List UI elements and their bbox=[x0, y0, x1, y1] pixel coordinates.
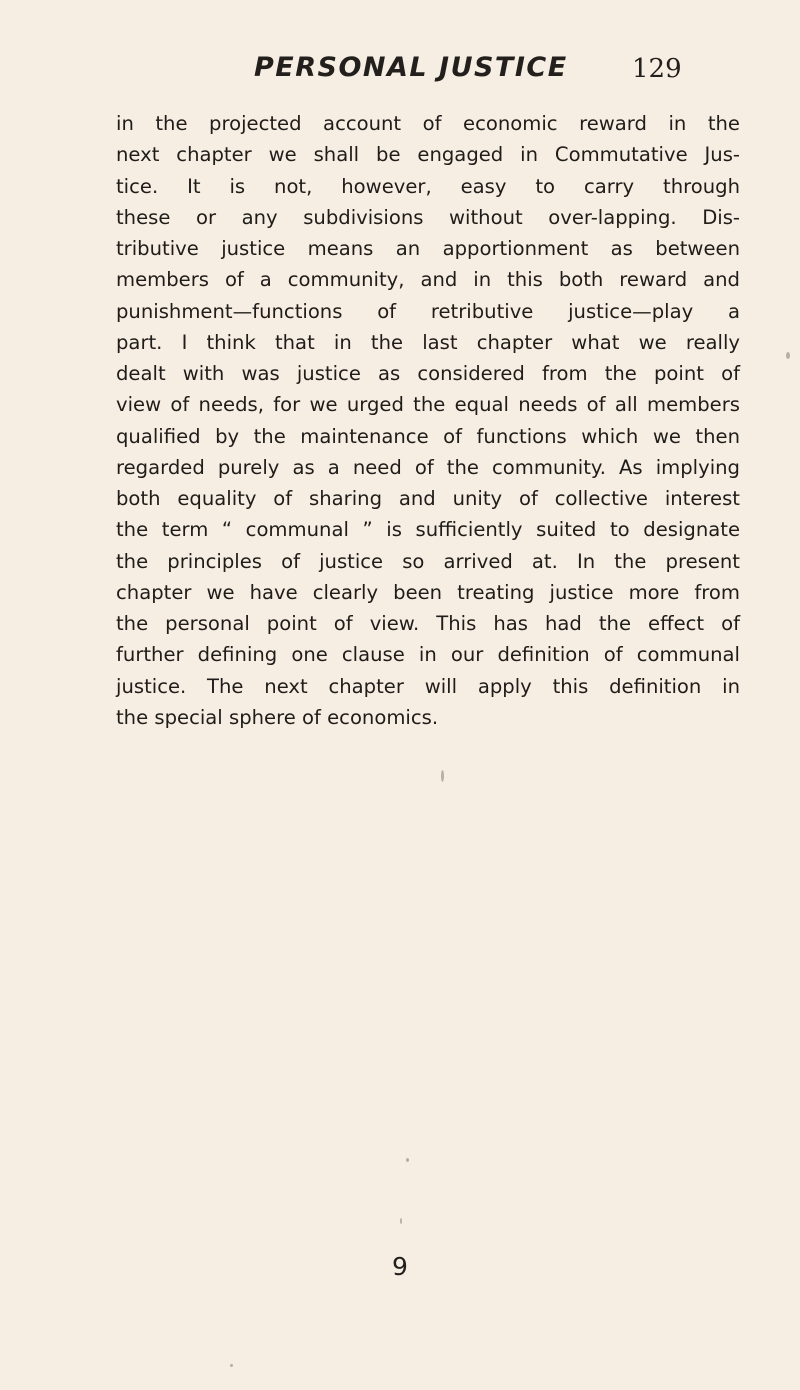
paper-speck bbox=[400, 1218, 402, 1224]
text-line: regarded purely as a need of the community. As implying bbox=[116, 455, 740, 479]
text-line: in the projected account of economic reward in the bbox=[116, 112, 740, 135]
text-line: dealt with was justice as considered from the point of bbox=[116, 362, 740, 385]
text-line: the principles of justice so arrived at. In the present bbox=[116, 549, 740, 573]
text-line: the term “ communal ” is sufficiently suited to designate bbox=[116, 518, 740, 542]
text-line: part. I think that in the last chapter what we really bbox=[116, 330, 740, 354]
text-line: punishment—functions of retributive justice—play a bbox=[116, 299, 740, 323]
text-line: further defining one clause in our definition of communal bbox=[116, 643, 740, 667]
text-line: the special sphere of economics. bbox=[116, 705, 439, 729]
body-paragraph bbox=[116, 108, 740, 733]
running-title: PERSONAL JUSTICE bbox=[254, 52, 568, 83]
text-line: qualified by the maintenance of functions which we then bbox=[116, 424, 740, 448]
text-line: tice. It is not, however, easy to carry through bbox=[116, 174, 740, 198]
text-line: tributive justice means an apportionment as between bbox=[116, 237, 740, 260]
signature-mark: 9 bbox=[392, 1252, 408, 1281]
page-number: 129 bbox=[632, 54, 682, 84]
paper-speck bbox=[406, 1158, 409, 1162]
text-line: these or any subdivisions without over-lapping. Dis- bbox=[116, 205, 740, 229]
text-line: the personal point of view. This has had the effect of bbox=[116, 612, 740, 635]
text-line: view of needs, for we urged the equal needs of all members bbox=[116, 393, 740, 417]
paper-speck bbox=[786, 352, 790, 359]
text-line: members of a community, and in this both reward and bbox=[116, 268, 740, 292]
text-line: chapter we have clearly been treating justice more from bbox=[116, 580, 740, 604]
text-line: next chapter we shall be engaged in Commutative Jus- bbox=[116, 143, 740, 167]
text-line: both equality of sharing and unity of collective interest bbox=[116, 487, 740, 510]
paper-speck bbox=[230, 1364, 233, 1367]
paper-speck bbox=[441, 770, 444, 782]
running-head bbox=[0, 52, 800, 92]
text-line: justice. The next chapter will apply this definition in bbox=[116, 674, 740, 698]
